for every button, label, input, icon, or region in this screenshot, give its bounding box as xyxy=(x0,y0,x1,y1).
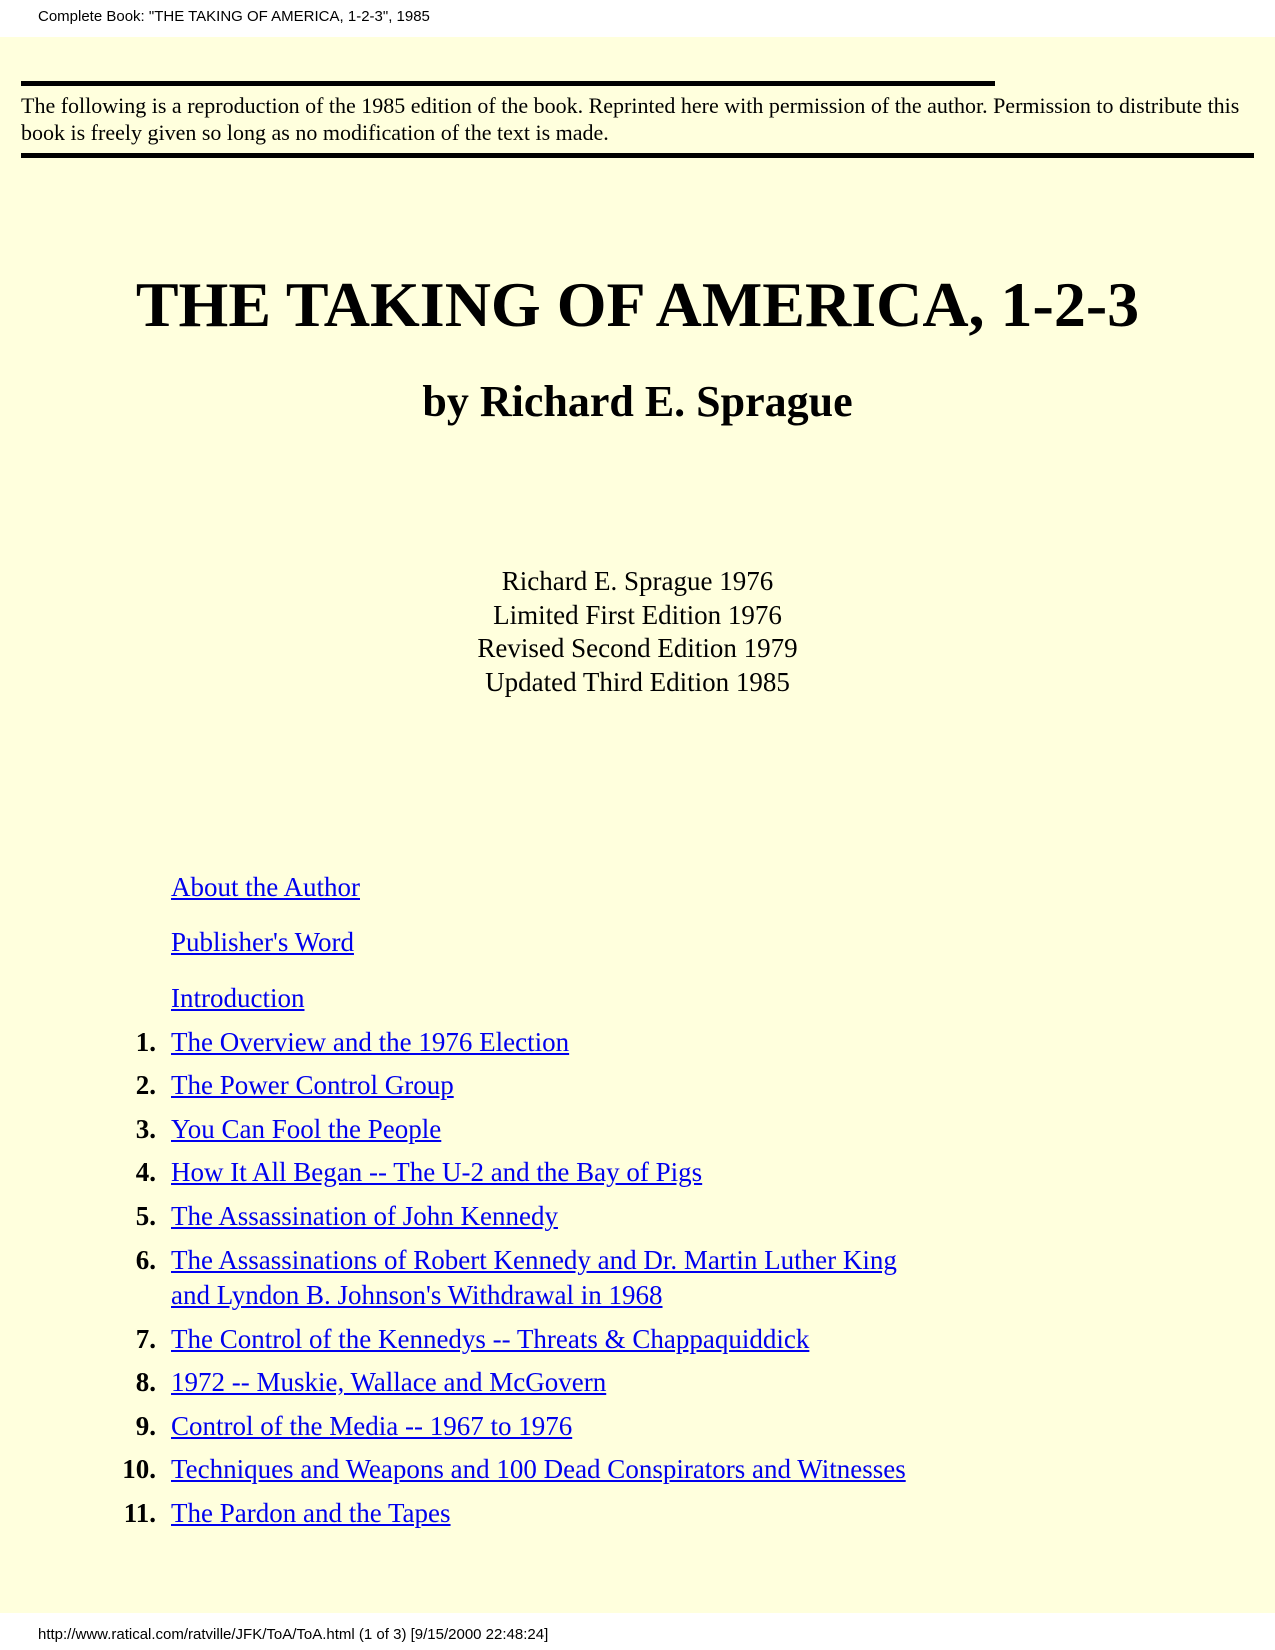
book-title: THE TAKING OF AMERICA, 1-2-3 xyxy=(135,269,1140,340)
chapter-number: 9. xyxy=(135,1411,156,1441)
print-header: Complete Book: "THE TAKING OF AMERICA, 1-2-3", 1985 xyxy=(38,8,430,25)
chapter-number: 10. xyxy=(122,1454,156,1484)
chapter-link[interactable]: How It All Began -- The U-2 and the Bay of Pigs xyxy=(171,1157,703,1187)
chapter-number: 2. xyxy=(135,1070,156,1100)
print-footer: http://www.ratical.com/ratville/JFK/ToA/ToA.html (1 of 3) [9/15/2000 22:48:24] xyxy=(38,1626,549,1643)
link-publishers-word[interactable]: Publisher's Word xyxy=(171,927,354,957)
chapter-link[interactable]: Control of the Media -- 1967 to 1976 xyxy=(171,1411,573,1441)
book-author: by Richard E. Sprague xyxy=(422,377,853,426)
edition-line: Limited First Edition 1976 xyxy=(493,599,782,630)
chapter-number: 4. xyxy=(135,1157,156,1187)
chapter-link[interactable]: The Assassinations of Robert Kennedy and Dr. Martin Luther King xyxy=(171,1245,897,1275)
link-about-the-author[interactable]: About the Author xyxy=(171,872,360,902)
edition-list xyxy=(0,565,1275,699)
chapter-number: 1. xyxy=(135,1027,156,1057)
chapter-number: 5. xyxy=(135,1201,156,1231)
chapter-link[interactable]: The Control of the Kennedys -- Threats & Chappaquiddick xyxy=(171,1324,810,1354)
chapter-link[interactable]: 1972 -- Muskie, Wallace and McGovern xyxy=(171,1367,607,1397)
link-introduction[interactable]: Introduction xyxy=(171,983,305,1013)
chapter-link[interactable]: The Overview and the 1976 Election xyxy=(171,1027,570,1057)
chapter-link[interactable]: The Pardon and the Tapes xyxy=(171,1498,451,1528)
chapter-link[interactable]: You Can Fool the People xyxy=(171,1114,442,1144)
chapter-number: 7. xyxy=(135,1324,156,1354)
top-rule xyxy=(21,81,995,86)
edition-line: Richard E. Sprague 1976 xyxy=(501,566,774,596)
edition-line: Revised Second Edition 1979 xyxy=(477,633,798,663)
chapter-number: 11. xyxy=(123,1498,156,1528)
chapter-link[interactable]: and Lyndon B. Johnson's Withdrawal in 1968 xyxy=(171,1280,663,1310)
permission-notice: The following is a reproduction of the 1985 edition of the book. Reprinted here with permission of the author. Permission to distribute this book is freely given so long as no modification of the text is made. xyxy=(21,93,1240,145)
chapter-link[interactable]: The Assassination of John Kennedy xyxy=(171,1201,558,1231)
page-body xyxy=(0,37,1275,1613)
chapter-link[interactable]: Techniques and Weapons and 100 Dead Conspirators and Witnesses xyxy=(171,1454,906,1484)
chapter-number: 8. xyxy=(135,1367,156,1397)
edition-line: Updated Third Edition 1985 xyxy=(485,666,790,697)
chapter-link[interactable]: The Power Control Group xyxy=(171,1070,454,1100)
chapter-number: 6. xyxy=(135,1245,156,1275)
bottom-rule xyxy=(21,153,1254,158)
chapter-number: 3. xyxy=(135,1114,156,1144)
